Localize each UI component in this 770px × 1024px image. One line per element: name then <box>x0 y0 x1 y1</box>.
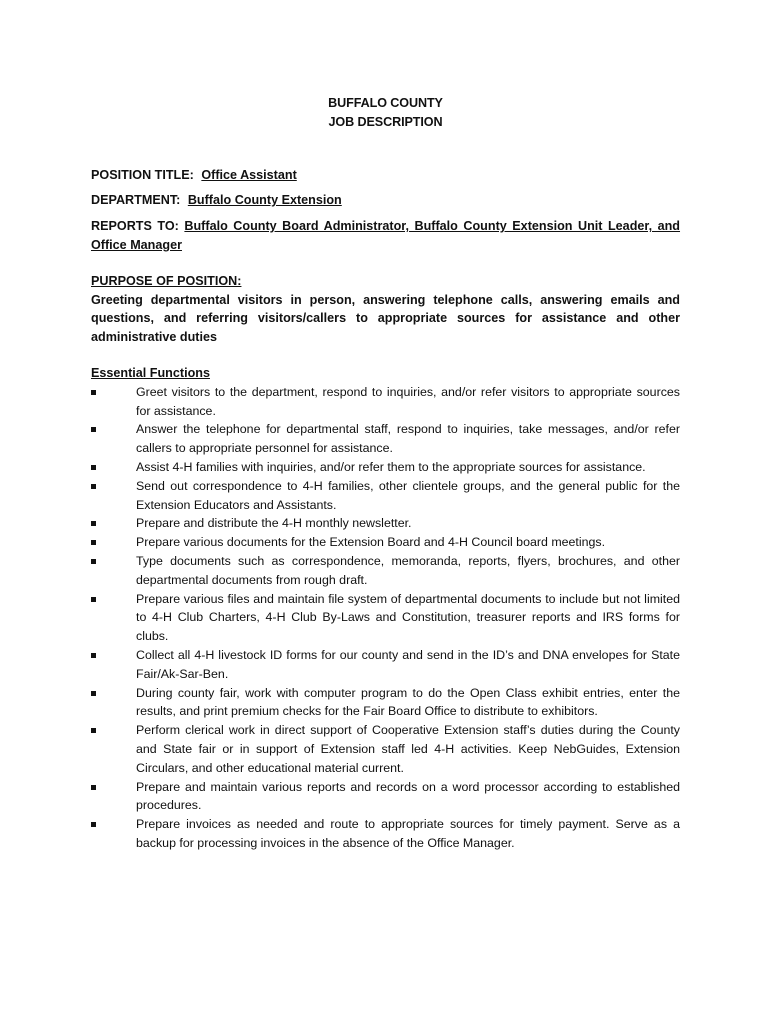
list-item-text: Prepare various documents for the Extension Board and 4-H Council board meetings. <box>136 535 606 550</box>
position-title-label: POSITION TITLE: <box>91 167 194 182</box>
bullet-icon <box>91 653 96 658</box>
department-label: DEPARTMENT: <box>91 193 181 208</box>
bullet-icon <box>91 521 96 526</box>
list-item <box>91 514 680 533</box>
list-item <box>91 552 680 590</box>
reports-to-value: Buffalo County Board Administrator, Buffalo County Extension Unit Leader, and Office Manager <box>91 219 681 252</box>
bullet-icon <box>91 540 96 545</box>
list-item <box>91 533 680 552</box>
bullet-icon <box>91 427 96 432</box>
list-item <box>91 815 680 853</box>
bullet-icon <box>91 465 96 470</box>
county-heading: BUFFALO COUNTY <box>328 96 443 110</box>
list-item <box>91 721 680 777</box>
list-item-text: Prepare various files and maintain file system of departmental documents to include but not limited to 4-H Club Charters, 4-H Club By-Laws and Constitution, treasurer reports and IRS forms for clubs. <box>136 591 680 644</box>
position-title-row <box>91 166 680 185</box>
list-item-text: Prepare and maintain various reports and records on a word processor according to established procedures. <box>136 779 680 813</box>
list-item <box>91 646 680 684</box>
list-item-text: Collect all 4-H livestock ID forms for our county and send in the ID’s and DNA envelopes for State Fair/Ak-Sar-Ben. <box>136 647 680 681</box>
position-title-value: Office Assistant <box>201 167 297 182</box>
bullet-icon <box>91 597 96 602</box>
purpose-title: PURPOSE OF POSITION: <box>91 273 242 288</box>
list-item <box>91 383 680 421</box>
essential-functions-list <box>91 383 680 853</box>
document-title: JOB DESCRIPTION <box>328 114 443 129</box>
bullet-icon <box>91 484 96 489</box>
department-row <box>91 191 680 210</box>
list-item-text: Greet visitors to the department, respond to inquiries, and/or refer visitors to appropriate sources for assistance. <box>136 384 680 418</box>
list-item-text: Type documents such as correspondence, memoranda, reports, flyers, brochures, and other departmental documents from rough draft. <box>136 553 680 587</box>
list-item-text: Prepare and distribute the 4-H monthly newsletter. <box>136 516 412 531</box>
list-item <box>91 778 680 816</box>
bullet-icon <box>91 559 96 564</box>
list-item-text: Perform clerical work in direct support of Cooperative Extension staff’s duties during the County and State fair or in support of Extension staff led 4-H activities. Keep NebGuides, Extension Circulars, and other educational material current. <box>136 723 680 775</box>
list-item <box>91 590 680 646</box>
bullet-icon <box>91 390 96 395</box>
reports-to-label: REPORTS TO: <box>91 219 179 234</box>
list-item <box>91 420 680 458</box>
list-item <box>91 477 680 515</box>
bullet-icon <box>91 785 96 790</box>
job-description <box>91 94 680 853</box>
essential-functions-title: Essential Functions <box>91 365 210 380</box>
purpose-text: Greeting departmental visitors in person, answering telephone calls, answering emails and questions, and referring visitors/callers to appropriate sources for assistance and other administrative duties <box>91 292 680 345</box>
list-item <box>91 684 680 722</box>
list-item-text: Assist 4-H families with inquiries, and/or refer them to the appropriate sources for assistance. <box>136 459 646 474</box>
reports-to-row <box>91 217 680 255</box>
list-item-text: Prepare invoices as needed and route to appropriate sources for timely payment. Serve as a backup for processing invoices in the absence of the Office Manager. <box>136 817 680 850</box>
department-value: Buffalo County Extension <box>187 193 342 208</box>
list-item-text: During county fair, work with computer program to do the Open Class exhibit entries, enter the results, and print premium checks for the Fair Board Office to distribute to exhibitors. <box>136 685 680 719</box>
bullet-icon <box>91 691 96 696</box>
list-item-text: Answer the telephone for departmental staff, respond to inquiries, take messages, and/or refer callers to appropriate personnel for assistance. <box>136 422 680 456</box>
list-item <box>91 458 680 477</box>
bullet-icon <box>91 728 96 733</box>
bullet-icon <box>91 822 96 827</box>
list-item-text: Send out correspondence to 4-H families, other clientele groups, and the general public for the Extension Educators and Assistants. <box>136 478 680 512</box>
